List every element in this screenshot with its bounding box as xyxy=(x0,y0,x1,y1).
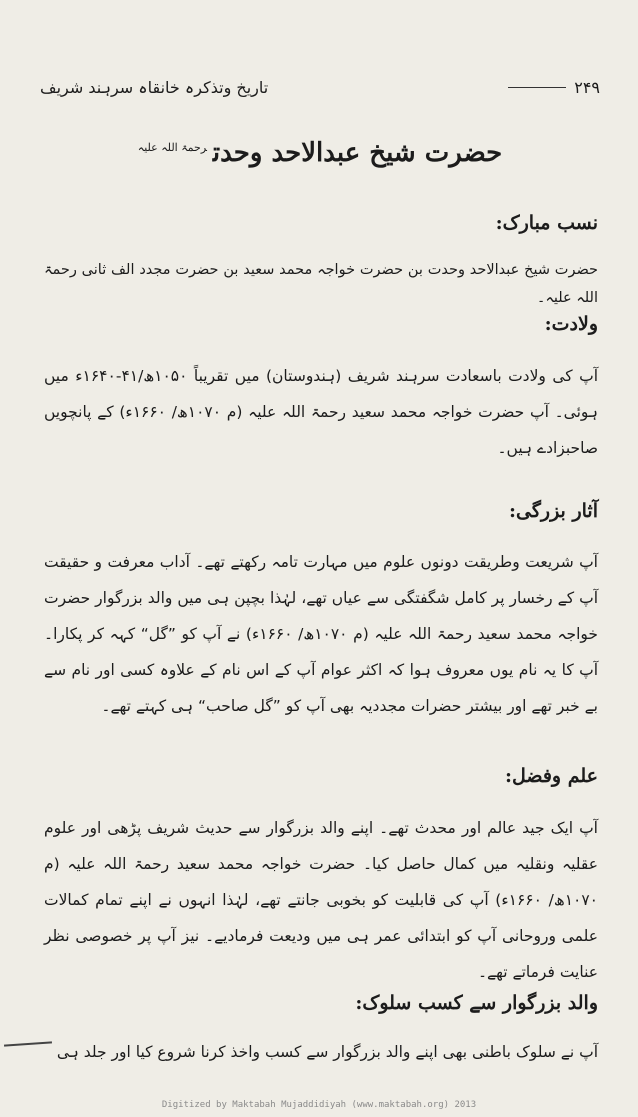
paragraph-signs-of-greatness: آپ شریعت وطریقت دونوں علوم میں مہارت تامہ رکھتے تھے۔ آداب معرفت و حقیقت آپ کے رخسار پر کامل شگفتگی سے عیاں تھے، لہٰذا بچپن ہی میں والد بزرگوار حضرت خواجہ محمد سعید رحمۃ اللہ علیہ (م ۱۰۷۰ھ/ ۱۶۶۰ء) نے آپ کو ”گل“ کہہ کر پکارا۔ آپ کا یہ نام یوں معروف ہوا کہ اکثر عوام آپ کے اس نام کے علاوہ کسی اور نام سے بے خبر تھے اور بیشتر حضرات مجددیہ بھی آپ کو ”گل صاحب“ ہی کہتے تھے۔ xyxy=(44,553,598,715)
paragraph-spiritual-path: آپ نے سلوک باطنی بھی اپنے والد بزرگوار سے کسب واخذ کرنا شروع کیا اور جلد ہی xyxy=(56,1043,598,1061)
heading-lineage: نسب مبارک: xyxy=(495,212,598,234)
digitized-footer: Digitized by Maktabah Mujaddidiyah (www.maktabah.org) 2013 xyxy=(161,1100,477,1110)
paragraph-knowledge: آپ ایک جید عالم اور محدث تھے۔ اپنے والد بزرگوار سے حدیث شریف پڑھی اور علوم عقلیہ ونقلیہ میں کمال حاصل کیا۔ حضرت خواجہ محمد سعید رحمۃ اللہ علیہ (م ۱۰۷۰ھ/ ۱۶۶۰ء) آپ کی قابلیت کو بخوبی جانتے تھے، لہٰذا انہوں نے اپنے تمام کمالات علمی وروحانی آپ کو ابتدائی عمر ہی میں ودیعت فرمادیے۔ نیز آپ پر خصوصی نظر عنایت فرماتے تھے۔ xyxy=(44,819,598,981)
running-header xyxy=(40,72,600,102)
running-title: تاریخ وتذکرہ خانقاہ سرہند شریف xyxy=(40,77,269,97)
chapter-title xyxy=(60,138,580,178)
page-number: ۲۴۹ xyxy=(574,77,600,97)
paragraph-lineage: حضرت شیخ عبدالاحد وحدت بن حضرت خواجہ محمد سعید بن حضرت مجدد الف ثانی رحمۃ اللہ علیہ۔ xyxy=(44,262,598,306)
heading-signs-of-greatness: آثار بزرگی: xyxy=(509,500,598,522)
heading-birth: ولادت: xyxy=(544,313,598,335)
heading-spiritual-path: والد بزرگوار سے کسب سلوک: xyxy=(355,992,598,1014)
header-rule xyxy=(508,87,566,88)
honorific-mark: رحمۃ اللہ علیہ xyxy=(137,141,207,155)
heading-knowledge: علم وفضل: xyxy=(504,765,598,787)
paragraph-birth: آپ کی ولادت باسعادت سرہند شریف (ہندوستان) میں تقریباً ۱۰۵۰ھ/۴۱-۱۶۴۰ء میں ہوئی۔ آپ حضرت خواجہ محمد سعید رحمۃ اللہ علیہ (م ۱۰۷۰ھ/ ۱۶۶۰ء) کے پانچویں صاحبزادے ہیں۔ xyxy=(44,367,599,457)
header-page-block xyxy=(508,78,600,97)
chapter-title-text: حضرت شیخ عبدالاحد وحدت xyxy=(212,138,503,168)
